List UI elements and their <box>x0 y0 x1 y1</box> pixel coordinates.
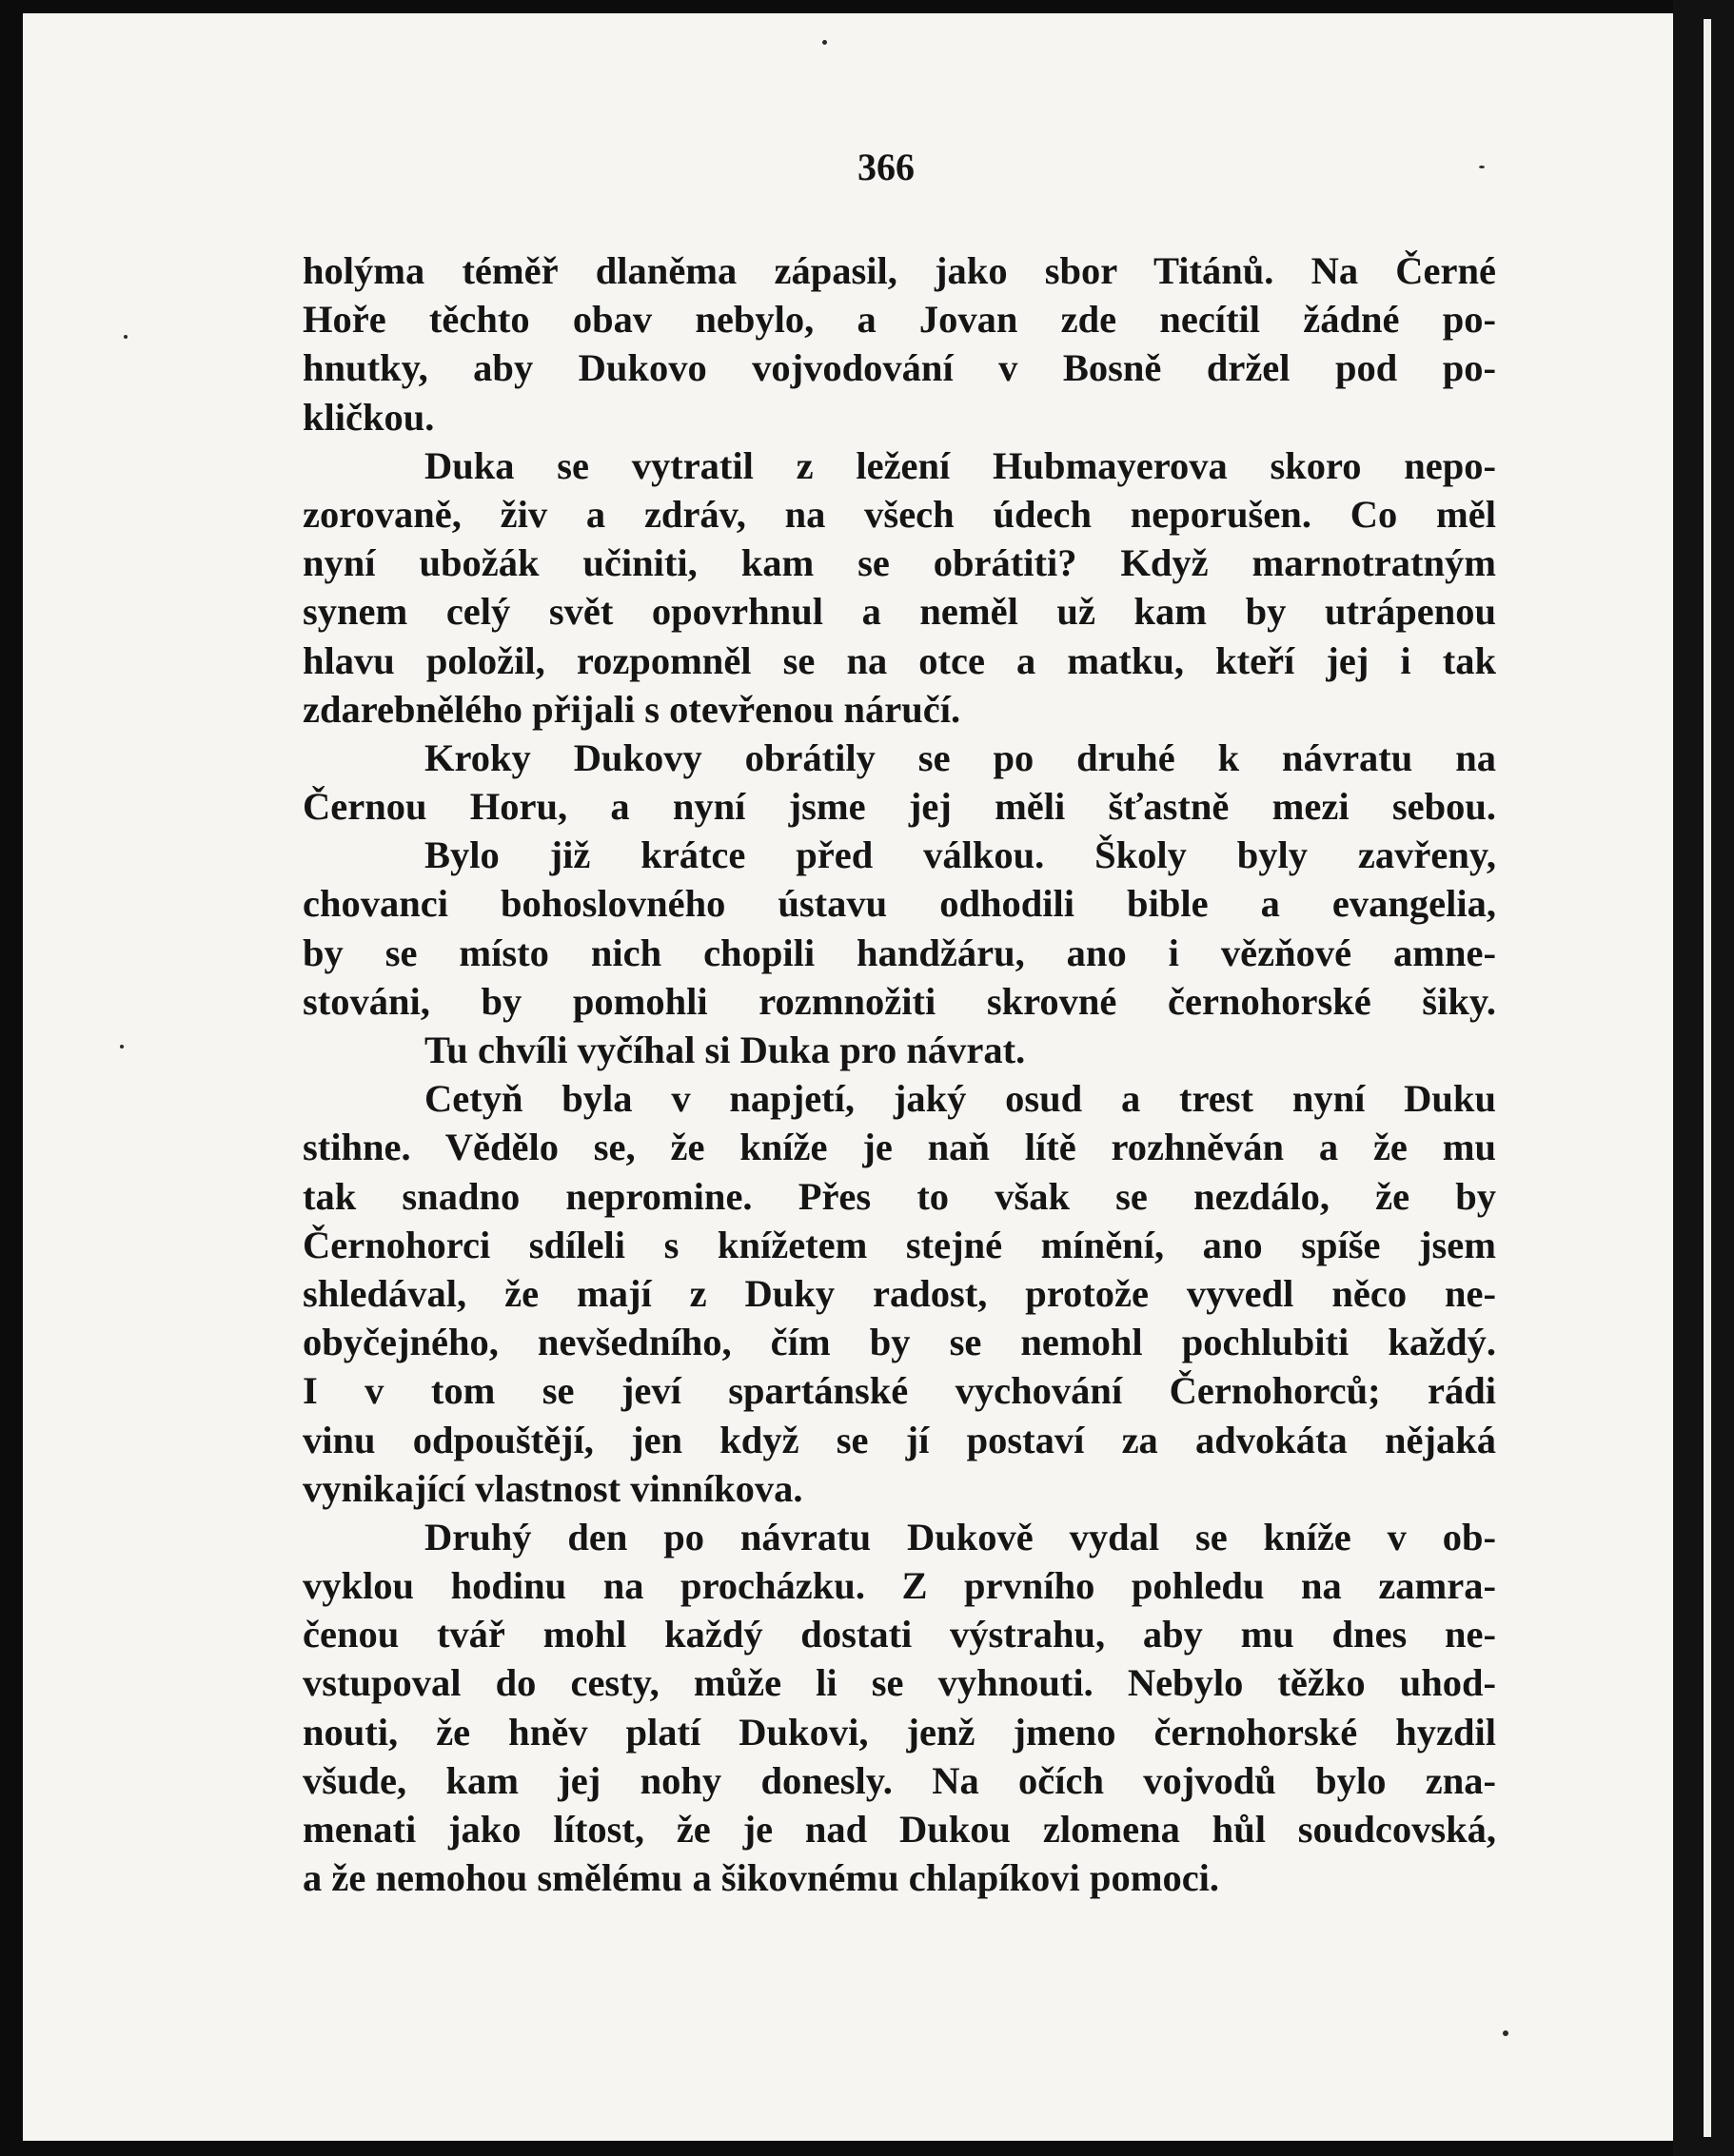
body-text <box>303 246 1496 1902</box>
text-line: hnutky, aby Dukovo vojvodování v Bosně držel pod po- <box>303 346 1496 390</box>
text-line: stihne. Vědělo se, že kníže je naň lítě rozhněván a že mu <box>303 1126 1496 1169</box>
text-line: shledával, že mají z Duky radost, protože vyvedl něco ne- <box>303 1271 1496 1315</box>
text-line: zdarebnělého přijali s otevřenou náručí. <box>303 687 961 731</box>
text-line: Druhý den po návratu Dukově vydal se kníže v ob- <box>424 1515 1496 1558</box>
text-line: I v tom se jeví spartánské vychování Černohorců; rádi <box>303 1369 1496 1413</box>
text-line: čenou tvář mohl každý dostati výstrahu, aby mu dnes ne- <box>303 1613 1496 1656</box>
text-line: vyklou hodinu na procházku. Z prvního pohledu na zamra- <box>303 1564 1496 1608</box>
text-line: synem celý svět opovrhnul a neměl už kam by utrápenou <box>303 590 1496 634</box>
print-speck <box>822 40 827 45</box>
text-line: hlavu položil, rozpomněl se na otce a matku, kteří jej i tak <box>303 638 1496 682</box>
text-line: tak snadno nepromine. Přes to však se nezdálo, že by <box>303 1174 1496 1218</box>
text-line: Kroky Dukovy obrátily se po druhé k návratu na <box>424 735 1496 779</box>
text-line: a že nemohou smělému a šikovnému chlapíkovi pomoci. <box>303 1856 1220 1900</box>
text-line: nyní ubožák učiniti, kam se obrátiti? Když marnotratným <box>303 541 1496 585</box>
page-number: 366 <box>857 146 915 188</box>
text-line: Cetyň byla v napjetí, jaký osud a trest nyní Duku <box>424 1077 1496 1121</box>
print-speck <box>120 1045 124 1049</box>
text-line: Černou Horu, a nyní jsme jej měli šťastně mezi sebou. <box>303 785 1496 829</box>
text-line: zorovaně, živ a zdráv, na všech údech neporušen. Co měl <box>303 492 1496 536</box>
text-line: vinu odpouštějí, jen když se jí postaví za advokáta nějaká <box>303 1418 1496 1461</box>
text-line: nouti, že hněv platí Dukovi, jenž jmeno černohorské hyzdil <box>303 1710 1496 1754</box>
adjacent-page-strip <box>1704 19 1711 2137</box>
text-line: Duka se vytratil z ležení Hubmayerova skoro nepo- <box>424 443 1496 487</box>
text-line: stováni, by pomohli rozmnožiti skrovné černohorské šiky. <box>303 979 1496 1023</box>
text-line: chovanci bohoslovného ústavu odhodili bible a evangelia, <box>303 882 1496 926</box>
text-line: Tu chvíli vyčíhal si Duka pro návrat. <box>424 1029 1026 1071</box>
text-line: Černohorci sdíleli s knížetem stejné mínění, ano spíše jsem <box>303 1223 1496 1266</box>
print-speck <box>124 335 128 339</box>
text-line: vstupoval do cesty, může li se vyhnouti. Nebylo těžko uhod- <box>303 1661 1496 1705</box>
text-line: menati jako lítost, že je nad Dukou zlomena hůl soudcovská, <box>303 1808 1496 1851</box>
text-line: Bylo již krátce před válkou. Školy byly zavřeny, <box>424 833 1496 877</box>
text-line: obyčejného, nevšedního, čím by se nemohl pochlubiti každý. <box>303 1321 1496 1364</box>
text-line: by se místo nich chopili handžáru, ano i vězňové amne- <box>303 931 1496 974</box>
text-line: všude, kam jej nohy donesly. Na očích vojvodů bylo zna- <box>303 1758 1496 1802</box>
text-line: Hoře těchto obav nebylo, a Jovan zde necítil žádné po- <box>303 298 1496 342</box>
text-line: kličkou. <box>303 395 435 439</box>
text-line: vynikající vlastnost vinníkova. <box>303 1466 803 1510</box>
print-speck <box>1503 2030 1508 2036</box>
text-line: holýma téměř dlaněma zápasil, jako sbor Titánů. Na Černé <box>303 249 1496 292</box>
